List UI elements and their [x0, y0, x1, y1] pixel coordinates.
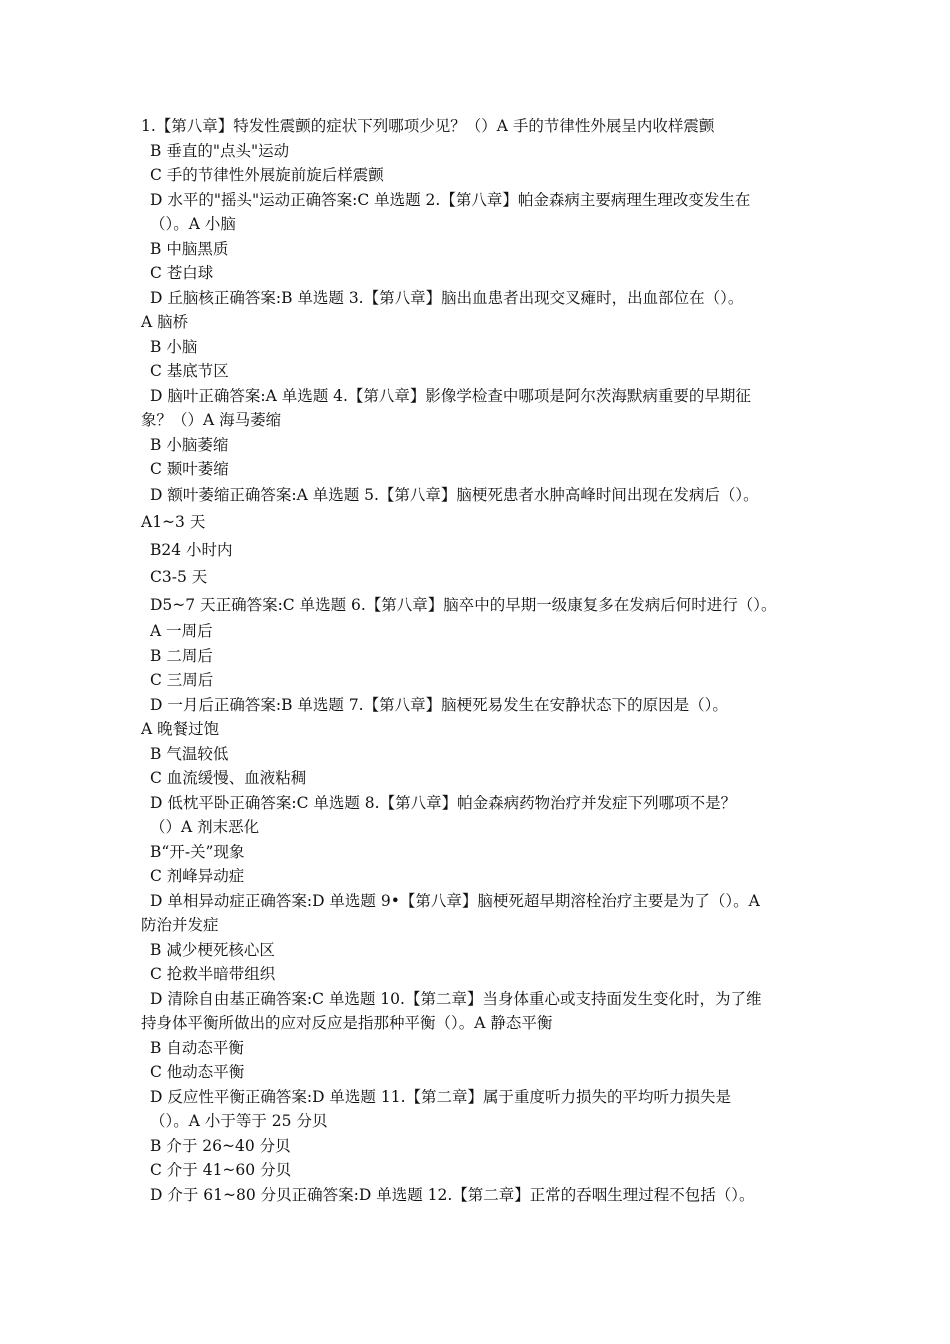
answer-line: D 一月后正确答案:B 单选题 7.【第八章】脑梗死易发生在安静状态下的原因是（）。: [150, 695, 728, 714]
option-line: A 脑桥: [141, 313, 189, 331]
answer-line: D 额叶萎缩正确答案:A 单选题 5.【第八章】脑梗死患者水肿高峰时间出现在发病后（）。: [150, 485, 759, 504]
option-line: C 三周后: [150, 671, 214, 689]
option-line: C 手的节律性外展旋前旋后样震颤: [150, 166, 384, 184]
option-line: B 自动态平衡: [150, 1038, 244, 1057]
option-line: C 介于 41~60 分贝: [150, 1161, 292, 1179]
answer-line: D5~7 天正确答案:C 单选题 6.【第八章】脑卒中的早期一级康复多在发病后何时进行（）。: [150, 595, 777, 614]
answer-line: D 水平的"摇头"运动正确答案:C 单选题 2.【第八章】帕金森病主要病理生理改变发生在: [150, 190, 751, 209]
option-line: A 晚餐过饱: [141, 720, 220, 738]
option-line: C3-5 天: [150, 568, 208, 586]
option-line: B 垂直的"点头"运动: [150, 141, 290, 160]
answer-line: D 低枕平卧正确答案:C 单选题 8.【第八章】帕金森病药物治疗并发症下列哪项不是？: [150, 793, 737, 812]
answer-line: D 反应性平衡正确答案:D 单选题 11.【第二章】属于重度听力损失的平均听力损失是: [150, 1087, 732, 1106]
option-line: B24 小时内: [150, 540, 233, 559]
option-line: B 小脑萎缩: [150, 435, 229, 454]
answer-line: D 丘脑核正确答案:B 单选题 3.【第八章】脑出血患者出现交叉瘫时，出血部位在（）。: [150, 288, 744, 307]
option-line: C 抢救半暗带组织: [150, 965, 276, 983]
option-line: C 颞叶萎缩: [150, 460, 229, 478]
answer-line: D 清除自由基正确答案:C 单选题 10.【第二章】当身体重心或支持面发生变化时，为了维: [150, 989, 762, 1008]
option-line: B 中脑黑质: [150, 239, 229, 258]
answer-line: D 介于 61~80 分贝正确答案:D 单选题 12.【第二章】正常的吞咽生理过程不包括（）。: [150, 1185, 755, 1204]
option-line: C 血流缓慢、血液粘稠: [150, 769, 307, 787]
option-line: B 减少梗死核心区: [150, 940, 275, 959]
question-1-stem: 1.【第八章】特发性震颤的症状下列哪项少见？（）A 手的节律性外展呈内收样震颤: [141, 117, 715, 135]
option-line: C 他动态平衡: [150, 1063, 245, 1081]
option-line: C 剂峰异动症: [150, 867, 245, 885]
option-line: 持身体平衡所做出的应对反应是指那种平衡（）。A 静态平衡: [141, 1014, 553, 1032]
option-line: 防治并发症: [141, 916, 219, 934]
answer-line: D 脑叶正确答案:A 单选题 4.【第八章】影像学检查中哪项是阿尔茨海默病重要的早期征: [150, 386, 751, 405]
option-line: 象？（）A 海马萎缩: [141, 411, 282, 429]
option-line: B 介于 26~40 分贝: [150, 1136, 291, 1155]
option-line: B 小脑: [150, 337, 198, 356]
option-line: A1~3 天: [141, 513, 206, 531]
option-line: （）。A 小于等于 25 分贝: [150, 1112, 328, 1130]
option-line: B 气温较低: [150, 744, 229, 763]
option-line: C 基底节区: [150, 362, 229, 380]
option-line: B 二周后: [150, 646, 213, 665]
option-line: B“开-关”现象: [150, 842, 245, 861]
option-line: A 一周后: [150, 622, 213, 640]
option-line: C 苍白球: [150, 264, 214, 282]
option-line: （）A 剂末恶化: [150, 818, 260, 836]
document-body: [141, 114, 813, 1207]
option-line: （）。A 小脑: [150, 215, 236, 233]
answer-line: D 单相异动症正确答案:D 单选题 9•【第八章】脑梗死超早期溶栓治疗主要是为了（）。A: [150, 891, 760, 910]
